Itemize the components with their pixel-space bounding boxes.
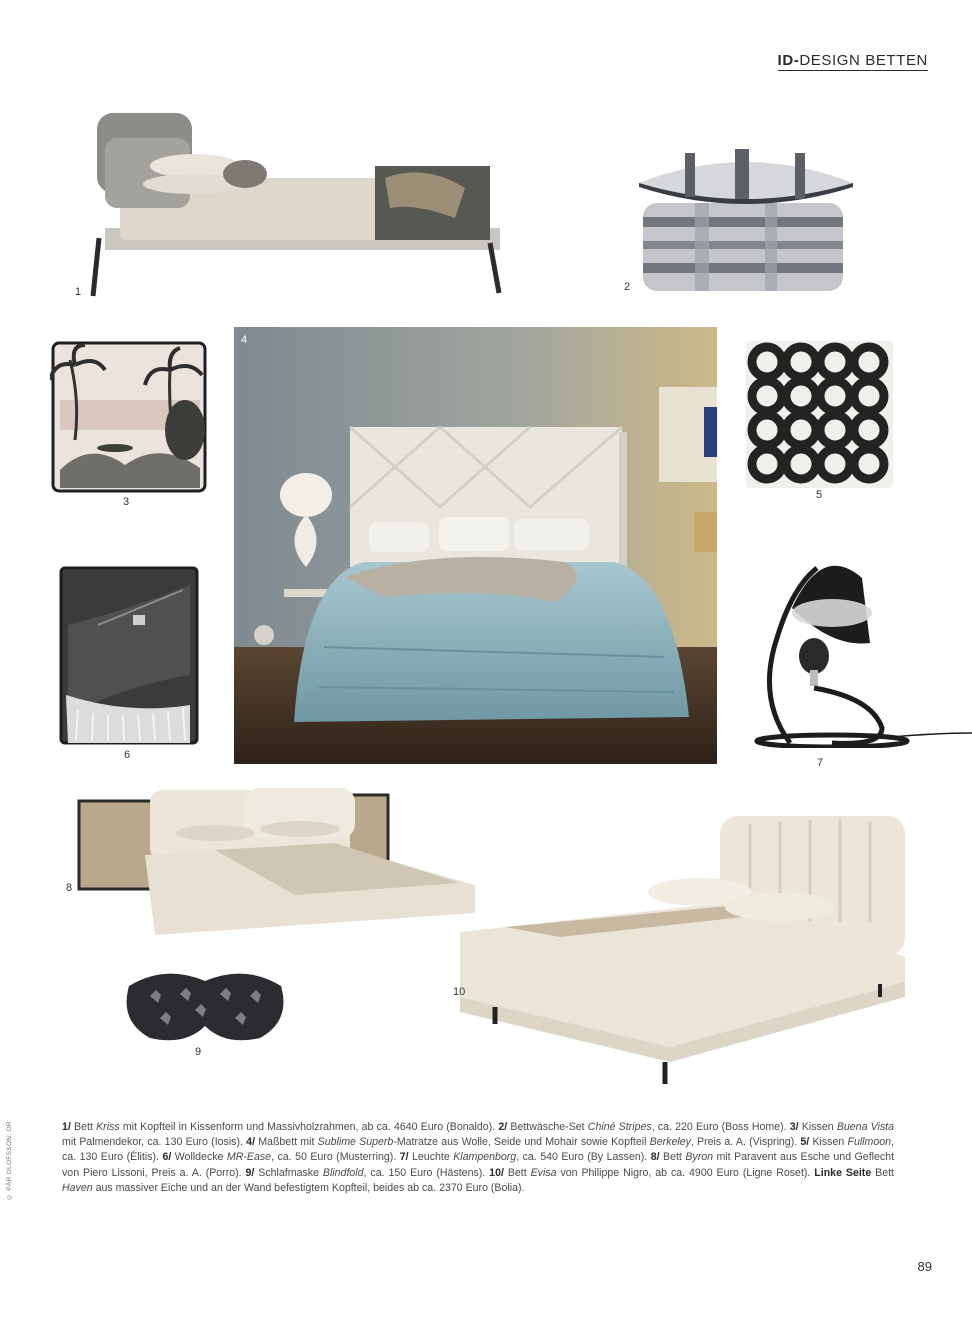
section-header (778, 52, 928, 71)
caption-item-marker: 2/ (498, 1121, 508, 1133)
item-number-7: 7 (817, 757, 824, 769)
page-number: 89 (917, 1259, 932, 1274)
caption-item-marker: 7/ (399, 1151, 409, 1164)
caption-text: -Matratze aus Wolle, Seide und Mohair sowie Kopfteil (393, 1136, 650, 1149)
caption-text: Kissen (798, 1121, 837, 1133)
caption-item-marker: 4/ (246, 1136, 256, 1149)
product-image-sleep-mask (125, 966, 285, 1061)
item-number-6: 6 (124, 749, 131, 761)
caption-text: , ca. 540 Euro (By Lassen). (516, 1151, 651, 1164)
product-image-bed-byron (65, 785, 485, 935)
caption-product-name: Sublime Superb (317, 1136, 394, 1149)
product-image-cushion-fullmoon (742, 337, 897, 507)
caption-item-marker: 8/ (650, 1151, 660, 1164)
caption-text: Bett (70, 1121, 97, 1133)
caption-text: mit Paravent aus Esche und Geflecht von Piero Lissoni, Preis a. A. (Porro). (62, 1151, 895, 1179)
product-image-bed-evisa (450, 812, 910, 1092)
product-image-bedroom (234, 327, 717, 764)
caption-text: Bettwäsche-Set (507, 1121, 588, 1133)
caption-item-marker: 10/ (489, 1166, 504, 1179)
caption-product-name: Haven (62, 1181, 93, 1194)
header-prefix: ID- (777, 52, 800, 69)
caption-text: Schlafmaske (254, 1166, 323, 1179)
product-caption (62, 1120, 894, 1196)
item-number-5: 5 (816, 489, 823, 501)
caption-item-marker: 3/ (789, 1121, 799, 1133)
photo-credit: © PÄR OLOFSSON; OR (6, 1121, 13, 1200)
caption-product-name: MR-Ease (226, 1151, 272, 1164)
caption-text: Bett (503, 1166, 531, 1179)
caption-text: Kissen (809, 1136, 848, 1149)
caption-product-name: Berkeley (649, 1136, 691, 1149)
header-title: DESIGN BETTEN (799, 52, 928, 69)
caption-product-name: Byron (685, 1151, 714, 1164)
product-image-lamp (752, 548, 972, 773)
item-number-9: 9 (195, 1046, 202, 1058)
product-image-blanket (58, 565, 200, 765)
caption-text: Bett (659, 1151, 686, 1164)
item-number-1: 1 (75, 286, 82, 298)
caption-text: aus massiver Eiche und an der Wand befestigtem Kopfteil, beides ab ca. 2370 Euro (Bolia). (92, 1181, 525, 1194)
caption-product-name: Buena Vista (836, 1121, 895, 1133)
caption-item-marker: Linke Seite (814, 1166, 872, 1179)
caption-text: Maßbett mit (255, 1136, 318, 1149)
item-number-3: 3 (123, 496, 130, 508)
caption-text: Bett (871, 1166, 894, 1179)
caption-item-marker: 6/ (162, 1151, 172, 1164)
item-number-4: 4 (241, 334, 248, 346)
caption-item-marker: 1/ (62, 1121, 71, 1133)
caption-text: , ca. 150 Euro (Hästens). (363, 1166, 490, 1179)
caption-text: mit Palmendekor, ca. 130 Euro (Iosis). (62, 1136, 247, 1149)
caption-text: mit Kopfteil in Kissenform und Massivholzrahmen, ab ca. 4640 Euro (Bonaldo). (119, 1121, 499, 1133)
product-image-bedding (624, 145, 865, 295)
caption-text: Leuchte (408, 1151, 454, 1164)
caption-text: , ca. 220 Euro (Boss Home). (651, 1121, 790, 1133)
caption-item-marker: 5/ (800, 1136, 810, 1149)
caption-item-marker: 9/ (245, 1166, 255, 1179)
caption-product-name: Evisa (530, 1166, 557, 1179)
caption-product-name: Kriss (96, 1121, 120, 1133)
item-number-8: 8 (66, 882, 73, 894)
caption-text: von Philippe Nigro, ab ca. 4900 Euro (Ligne Roset). (556, 1166, 815, 1179)
caption-product-name: Klampenborg (453, 1151, 517, 1164)
caption-product-name: Fullmoon (847, 1136, 892, 1149)
caption-text: , Preis a. A. (Vispring). (690, 1136, 801, 1149)
product-image-bed-kriss (75, 108, 505, 298)
product-image-cushion-buena-vista (50, 340, 210, 515)
item-number-10: 10 (453, 986, 466, 998)
item-number-2: 2 (624, 281, 631, 293)
caption-product-name: Blindfold (322, 1166, 364, 1179)
caption-text: , ca. 50 Euro (Musterring). (271, 1151, 400, 1164)
caption-text: , ca. 130 Euro (Élitis). (62, 1136, 894, 1164)
caption-product-name: Chiné Stripes (587, 1121, 652, 1133)
caption-text: Wolldecke (171, 1151, 227, 1164)
